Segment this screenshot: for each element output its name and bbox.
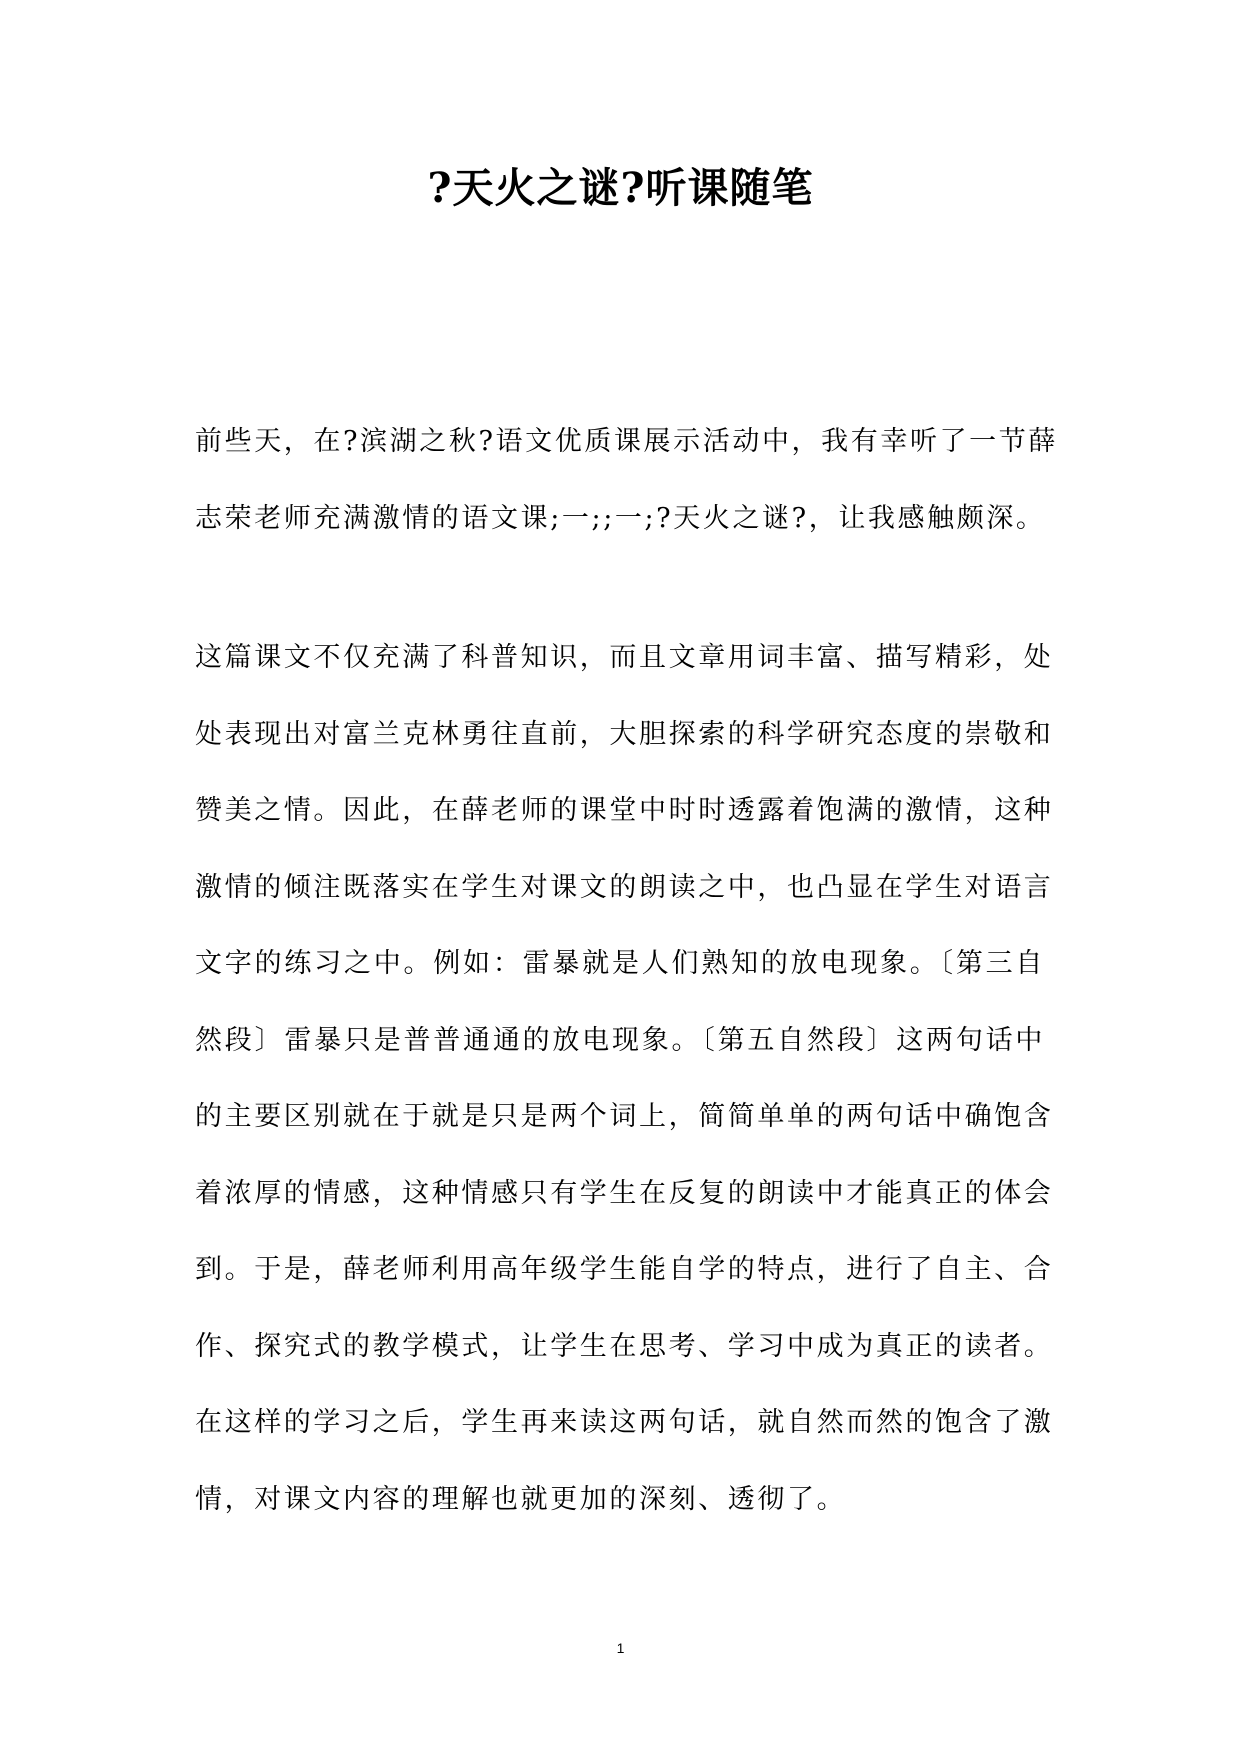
paragraph-line: 赞美之情。因此，在薛老师的课堂中时时透露着饱满的激情，这种 [195,795,1054,826]
paragraph-1 [195,404,1058,557]
paragraph-line: 到。于是，薛老师利用高年级学生能自学的特点，进行了自主、合 [195,1254,1054,1285]
paragraph-line: 处表现出对富兰克林勇往直前，大胆探索的科学研究态度的崇敬和 [195,718,1054,750]
page-number: 1 [616,1640,625,1656]
paragraph-line: 在这样的学习之后，学生再来读这两句话，就自然而然的饱含了激 [195,1407,1054,1438]
paragraph-line: 前些天，在?滨湖之秋?语文优质课展示活动中，我有幸听了一节薛 [195,426,1058,457]
paragraph-line: 的主要区别就在于就是只是两个词上，简简单单的两句话中确饱含 [195,1101,1054,1132]
paragraph-line: 激情的倾注既落实在学生对课文的朗读之中，也凸显在学生对语言 [195,871,1054,903]
paragraph-line: 情，对课文内容的理解也就更加的深刻、透彻了。 [195,1483,847,1515]
paragraph-line: 这篇课文不仅充满了科普知识，而且文章用词丰富、描写精彩，处 [195,642,1054,673]
paragraph-line: 着浓厚的情感，这种情感只有学生在反复的朗读中才能真正的体会 [195,1177,1054,1209]
paragraph-2 [195,620,1054,1538]
paragraph-line: 文字的练习之中。例如：雷暴就是人们熟知的放电现象。〔第三自 [195,948,1045,979]
document-title: ?天火之谜?听课随笔 [427,164,814,212]
paragraph-line: 作、探究式的教学模式，让学生在思考、学习中成为真正的读者。 [195,1330,1054,1362]
paragraph-line: 志荣老师充满激情的语文课;一;;一;?天火之谜?，让我感触颇深。 [195,502,1046,534]
paragraph-line: 然段〕雷暴只是普普通通的放电现象。〔第五自然段〕这两句话中 [195,1024,1045,1056]
